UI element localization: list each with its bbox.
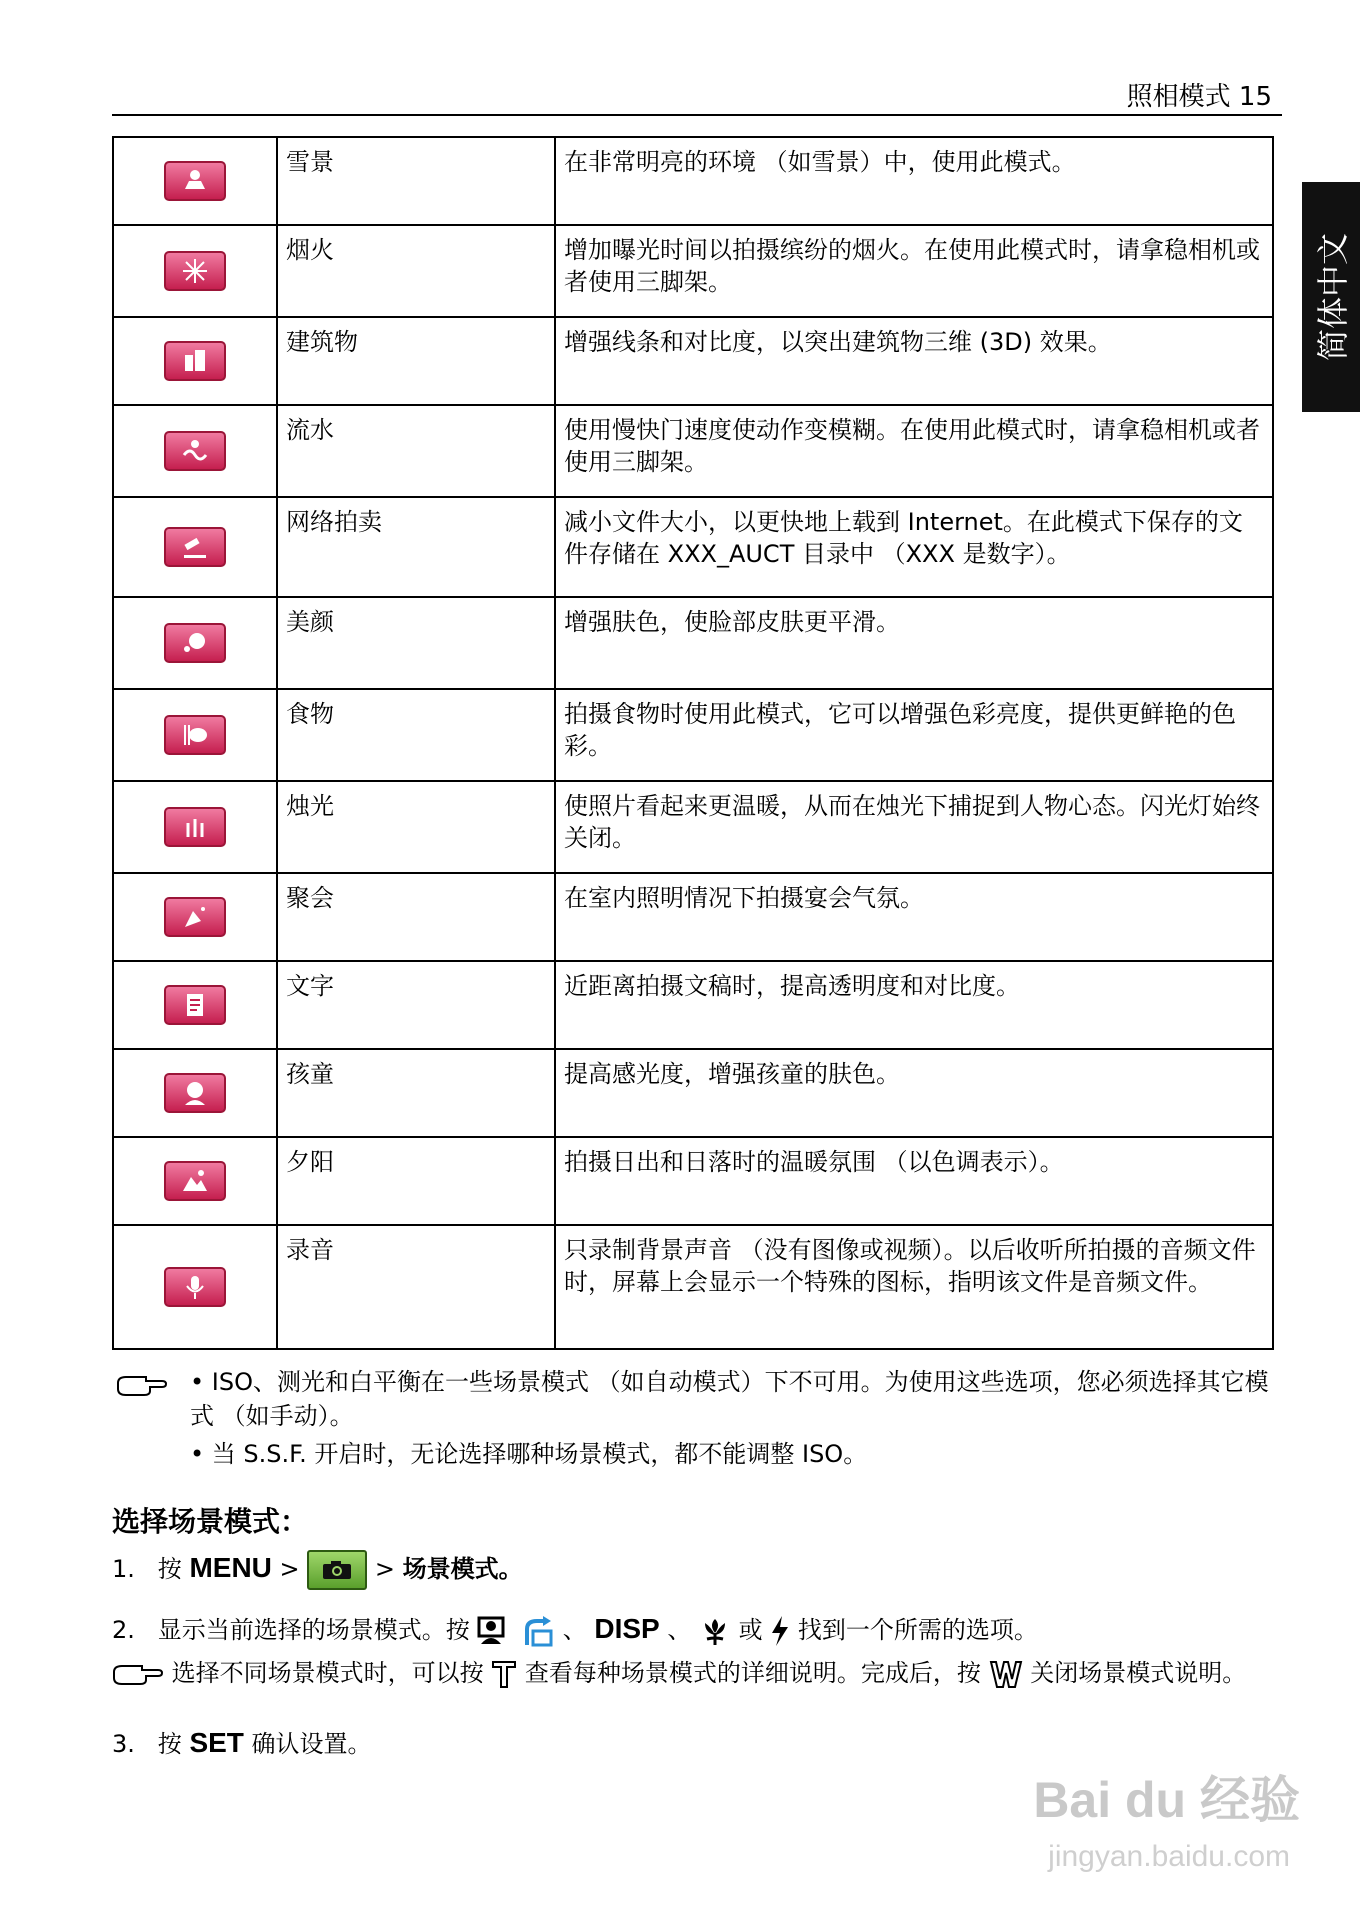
table-row [113, 689, 1273, 781]
mode-icon-cell [113, 781, 277, 873]
page-title: 照相模式 15 [1126, 82, 1272, 112]
scene-mode-table [112, 136, 1274, 1350]
mode-description: 减小文件大小，以更快地上载到 Internet。在此模式下保存的文件存储在 XXX_AUCT 目录中 （XXX 是数字）。 [555, 497, 1273, 597]
mode-name: 孩童 [277, 1049, 555, 1137]
tip-row: 选择不同场景模式时，可以按 查看每种场景模式的详细说明。完成后，按 关闭场景模式说明。 [112, 1656, 1282, 1690]
building-icon [164, 341, 226, 381]
flash-icon [770, 1615, 790, 1647]
set-key: SET [189, 1727, 244, 1758]
page-header [112, 74, 1282, 116]
disp-key: DISP [594, 1613, 660, 1644]
notes-section [112, 1365, 1292, 1471]
mode-icon-cell [113, 597, 277, 689]
mode-icon-cell [113, 1049, 277, 1137]
rotate-icon [521, 1615, 555, 1647]
mode-description: 在室内照明情况下拍摄宴会气氛。 [555, 873, 1273, 961]
mode-name: 文字 [277, 961, 555, 1049]
mode-icon-cell [113, 689, 277, 781]
mode-name: 聚会 [277, 873, 555, 961]
mode-name: 雪景 [277, 137, 555, 225]
mode-name: 食物 [277, 689, 555, 781]
table-row [113, 961, 1273, 1049]
wide-zoom-icon [989, 1659, 1023, 1689]
table-row [113, 405, 1273, 497]
snow-icon [164, 161, 226, 201]
camera-mode-icon [307, 1550, 367, 1590]
language-tab [1302, 182, 1360, 412]
table-row [113, 137, 1273, 225]
mode-description: 近距离拍摄文稿时，提高透明度和对比度。 [555, 961, 1273, 1049]
mode-icon-cell [113, 1137, 277, 1225]
mode-description: 增强线条和对比度，以突出建筑物三维 (3D) 效果。 [555, 317, 1273, 405]
mode-icon-cell [113, 137, 277, 225]
mode-name: 网络拍卖 [277, 497, 555, 597]
mode-description: 提高感光度，增强孩童的肤色。 [555, 1049, 1273, 1137]
mode-description: 使照片看起来更温暖，从而在烛光下捕捉到人物心态。闪光灯始终关闭。 [555, 781, 1273, 873]
mode-description: 拍摄日出和日落时的温暖氛围 （以色调表示）。 [555, 1137, 1273, 1225]
mode-description: 拍摄食物时使用此模式，它可以增强色彩亮度，提供更鲜艳的色彩。 [555, 689, 1273, 781]
mode-name: 录音 [277, 1225, 555, 1349]
children-icon [164, 1073, 226, 1113]
mode-name: 烟火 [277, 225, 555, 317]
text-icon [164, 985, 226, 1025]
fireworks-icon [164, 251, 226, 291]
table-row [113, 781, 1273, 873]
flowing-water-icon [164, 431, 226, 471]
mode-description: 在非常明亮的环境 （如雪景）中，使用此模式。 [555, 137, 1273, 225]
table-row [113, 873, 1273, 961]
table-row [113, 497, 1273, 597]
food-icon [164, 715, 226, 755]
section-heading: 选择场景模式： [112, 1505, 309, 1538]
candlelight-icon [164, 807, 226, 847]
auction-icon [164, 527, 226, 567]
sunset-icon [164, 1161, 226, 1201]
step-3: 3. 按 SET 确认设置。 [112, 1727, 372, 1758]
note-text: 当 S.S.F. 开启时，无论选择哪种场景模式，都不能调整 ISO。 [211, 1440, 868, 1468]
table-row [113, 1137, 1273, 1225]
step-1: 1. 按 MENU > > 场景模式。 [112, 1550, 523, 1590]
mode-name: 流水 [277, 405, 555, 497]
mode-name: 建筑物 [277, 317, 555, 405]
table-row [113, 317, 1273, 405]
mode-icon-cell [113, 961, 277, 1049]
table-row [113, 1225, 1273, 1349]
mode-icon-cell [113, 225, 277, 317]
party-icon [164, 897, 226, 937]
watermark-logo: Bai du 经验 [1033, 1772, 1300, 1828]
mode-icon-cell [113, 317, 277, 405]
face-detection-icon [477, 1616, 513, 1646]
table-row [113, 1049, 1273, 1137]
note-item: • ISO、测光和白平衡在一些场景模式 （如自动模式）下不可用。为使用这些选项，您必须选择其它模式 （如手动）。 [112, 1365, 1292, 1433]
pointing-hand-icon [116, 1373, 168, 1397]
pointing-hand-icon [112, 1662, 164, 1686]
note-item: • 当 S.S.F. 开启时，无论选择哪种场景模式，都不能调整 ISO。 [190, 1440, 868, 1468]
mode-icon-cell [113, 1225, 277, 1349]
step-2: 2. 显示当前选择的场景模式。按 、 DISP 、 或 找到一个所需的选项。 [112, 1612, 1038, 1647]
beauty-icon [164, 623, 226, 663]
tele-zoom-icon [491, 1659, 517, 1689]
language-tab-label: 简体中文 [1314, 232, 1352, 362]
mode-name: 烛光 [277, 781, 555, 873]
mode-description: 只录制背景声音 （没有图像或视频）。以后收听所拍摄的音频文件时，屏幕上会显示一个特殊的图标，指明该文件是音频文件。 [555, 1225, 1273, 1349]
table-row [113, 597, 1273, 689]
mode-description: 增强肤色，使脸部皮肤更平滑。 [555, 597, 1273, 689]
watermark-url: jingyan.baidu.com [1048, 1840, 1290, 1873]
mode-icon-cell [113, 873, 277, 961]
note-text: ISO、测光和白平衡在一些场景模式 （如自动模式）下不可用。为使用这些选项，您必须选择其它模式 （如手动）。 [190, 1368, 1269, 1430]
menu-key: MENU [189, 1552, 272, 1583]
table-row [113, 225, 1273, 317]
mode-name: 夕阳 [277, 1137, 555, 1225]
macro-flower-icon [699, 1615, 731, 1647]
mode-icon-cell [113, 497, 277, 597]
mode-icon-cell [113, 405, 277, 497]
voice-recording-icon [164, 1267, 226, 1307]
mode-description: 使用慢快门速度使动作变模糊。在使用此模式时，请拿稳相机或者使用三脚架。 [555, 405, 1273, 497]
mode-description: 增加曝光时间以拍摄缤纷的烟火。在使用此模式时，请拿稳相机或者使用三脚架。 [555, 225, 1273, 317]
mode-name: 美颜 [277, 597, 555, 689]
